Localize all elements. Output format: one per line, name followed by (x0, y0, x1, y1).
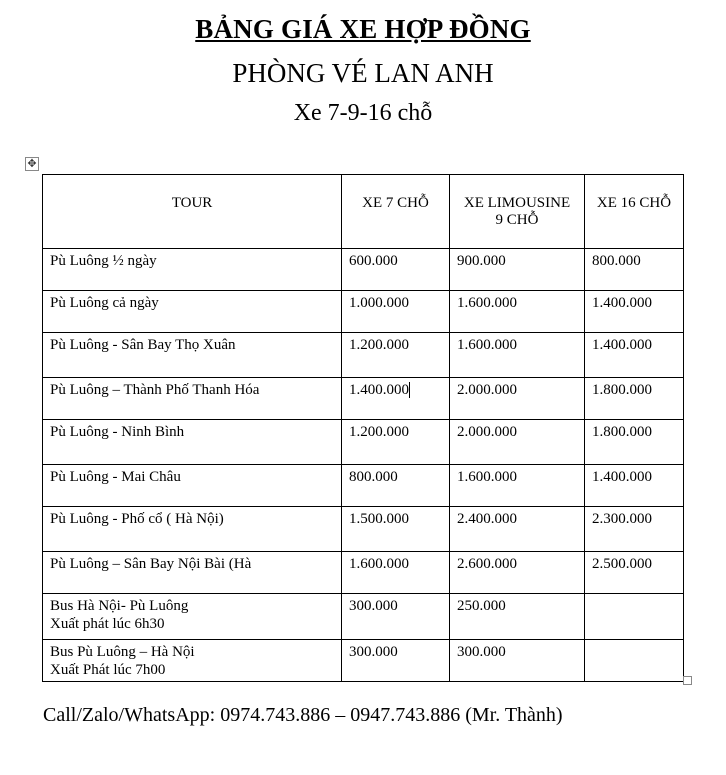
cell-limousine[interactable]: 900.000 (450, 249, 585, 291)
cell-xe16[interactable] (585, 640, 684, 682)
company-name: PHÒNG VÉ LAN ANH (232, 58, 494, 88)
table-row (43, 640, 684, 682)
cell-tour[interactable] (43, 594, 342, 640)
table-resize-handle[interactable] (683, 676, 692, 685)
table-header-row (43, 175, 684, 249)
text-cursor: 1.400.000 (349, 382, 409, 398)
cell-limousine[interactable]: 300.000 (450, 640, 585, 682)
vehicle-types: Xe 7-9-16 chỗ (293, 100, 433, 126)
table-row (43, 420, 684, 465)
cell-xe16[interactable]: 800.000 (585, 249, 684, 291)
cell-xe7[interactable]: 800.000 (342, 465, 450, 507)
cell-tour-line2: Xuất Phát lúc 7h00 (50, 662, 166, 678)
cell-tour-line1: Bus Pù Luông – Hà Nội (50, 644, 195, 660)
header-tour: TOUR (43, 175, 342, 249)
cell-xe7[interactable]: 300.000 (342, 640, 450, 682)
cell-xe16[interactable]: 1.400.000 (585, 333, 684, 378)
table-move-handle-icon[interactable]: ✥ (25, 157, 39, 171)
cell-xe16[interactable]: 1.800.000 (585, 420, 684, 465)
table-row (43, 333, 684, 378)
cell-tour-line2: Xuất phát lúc 6h30 (50, 616, 165, 632)
table-row (43, 465, 684, 507)
cell-xe16[interactable]: 1.800.000 (585, 378, 684, 420)
cell-xe7[interactable]: 1.200.000 (342, 420, 450, 465)
cell-limousine[interactable]: 2.400.000 (450, 507, 585, 552)
table-row (43, 291, 684, 333)
cell-limousine[interactable]: 2.000.000 (450, 420, 585, 465)
cell-tour[interactable]: Pù Luông – Sân Bay Nội Bài (Hà (43, 552, 342, 594)
cell-xe16[interactable]: 2.500.000 (585, 552, 684, 594)
cell-tour[interactable]: Pù Luông - Phố cổ ( Hà Nội) (43, 507, 342, 552)
cell-limousine[interactable]: 1.600.000 (450, 333, 585, 378)
cell-limousine[interactable]: 1.600.000 (450, 465, 585, 507)
cell-xe16[interactable]: 1.400.000 (585, 291, 684, 333)
cell-tour[interactable]: Pù Luông ½ ngày (43, 249, 342, 291)
cell-tour[interactable] (43, 640, 342, 682)
cell-tour[interactable]: Pù Luông – Thành Phố Thanh Hóa (43, 378, 342, 420)
table-row (43, 507, 684, 552)
header-limousine-line2: 9 CHỖ (495, 212, 539, 228)
cell-limousine[interactable]: 250.000 (450, 594, 585, 640)
table-row (43, 594, 684, 640)
cell-tour[interactable]: Pù Luông cả ngày (43, 291, 342, 333)
header-limousine-line1: XE LIMOUSINE (463, 195, 571, 211)
cell-xe16[interactable]: 1.400.000 (585, 465, 684, 507)
cell-xe7[interactable]: 1.600.000 (342, 552, 450, 594)
table-row (43, 378, 684, 420)
cell-xe7[interactable]: 1.500.000 (342, 507, 450, 552)
cell-tour[interactable]: Pù Luông - Ninh Bình (43, 420, 342, 465)
document-title: BẢNG GIÁ XE HỢP ĐỒNG (195, 14, 531, 44)
cell-xe16[interactable]: 2.300.000 (585, 507, 684, 552)
cell-limousine[interactable]: 1.600.000 (450, 291, 585, 333)
cell-xe7[interactable]: 300.000 (342, 594, 450, 640)
cell-xe7[interactable]: 1.200.000 (342, 333, 450, 378)
cell-tour-line1: Bus Hà Nội- Pù Luông (50, 598, 189, 614)
cell-xe16[interactable] (585, 594, 684, 640)
table-row (43, 249, 684, 291)
contact-line: Call/Zalo/WhatsApp: 0974.743.886 – 0947.743.886 (Mr. Thành) (43, 704, 563, 726)
cell-tour[interactable]: Pù Luông - Sân Bay Thọ Xuân (43, 333, 342, 378)
cell-xe7[interactable] (342, 378, 450, 420)
price-table (42, 174, 684, 682)
cell-xe7[interactable]: 600.000 (342, 249, 450, 291)
cell-xe7[interactable]: 1.000.000 (342, 291, 450, 333)
cell-limousine[interactable]: 2.000.000 (450, 378, 585, 420)
header-xe7: XE 7 CHỖ (342, 175, 450, 249)
cell-tour[interactable]: Pù Luông - Mai Châu (43, 465, 342, 507)
header-limousine (450, 175, 585, 249)
header-xe16: XE 16 CHỖ (585, 175, 684, 249)
cell-limousine[interactable]: 2.600.000 (450, 552, 585, 594)
table-row (43, 552, 684, 594)
